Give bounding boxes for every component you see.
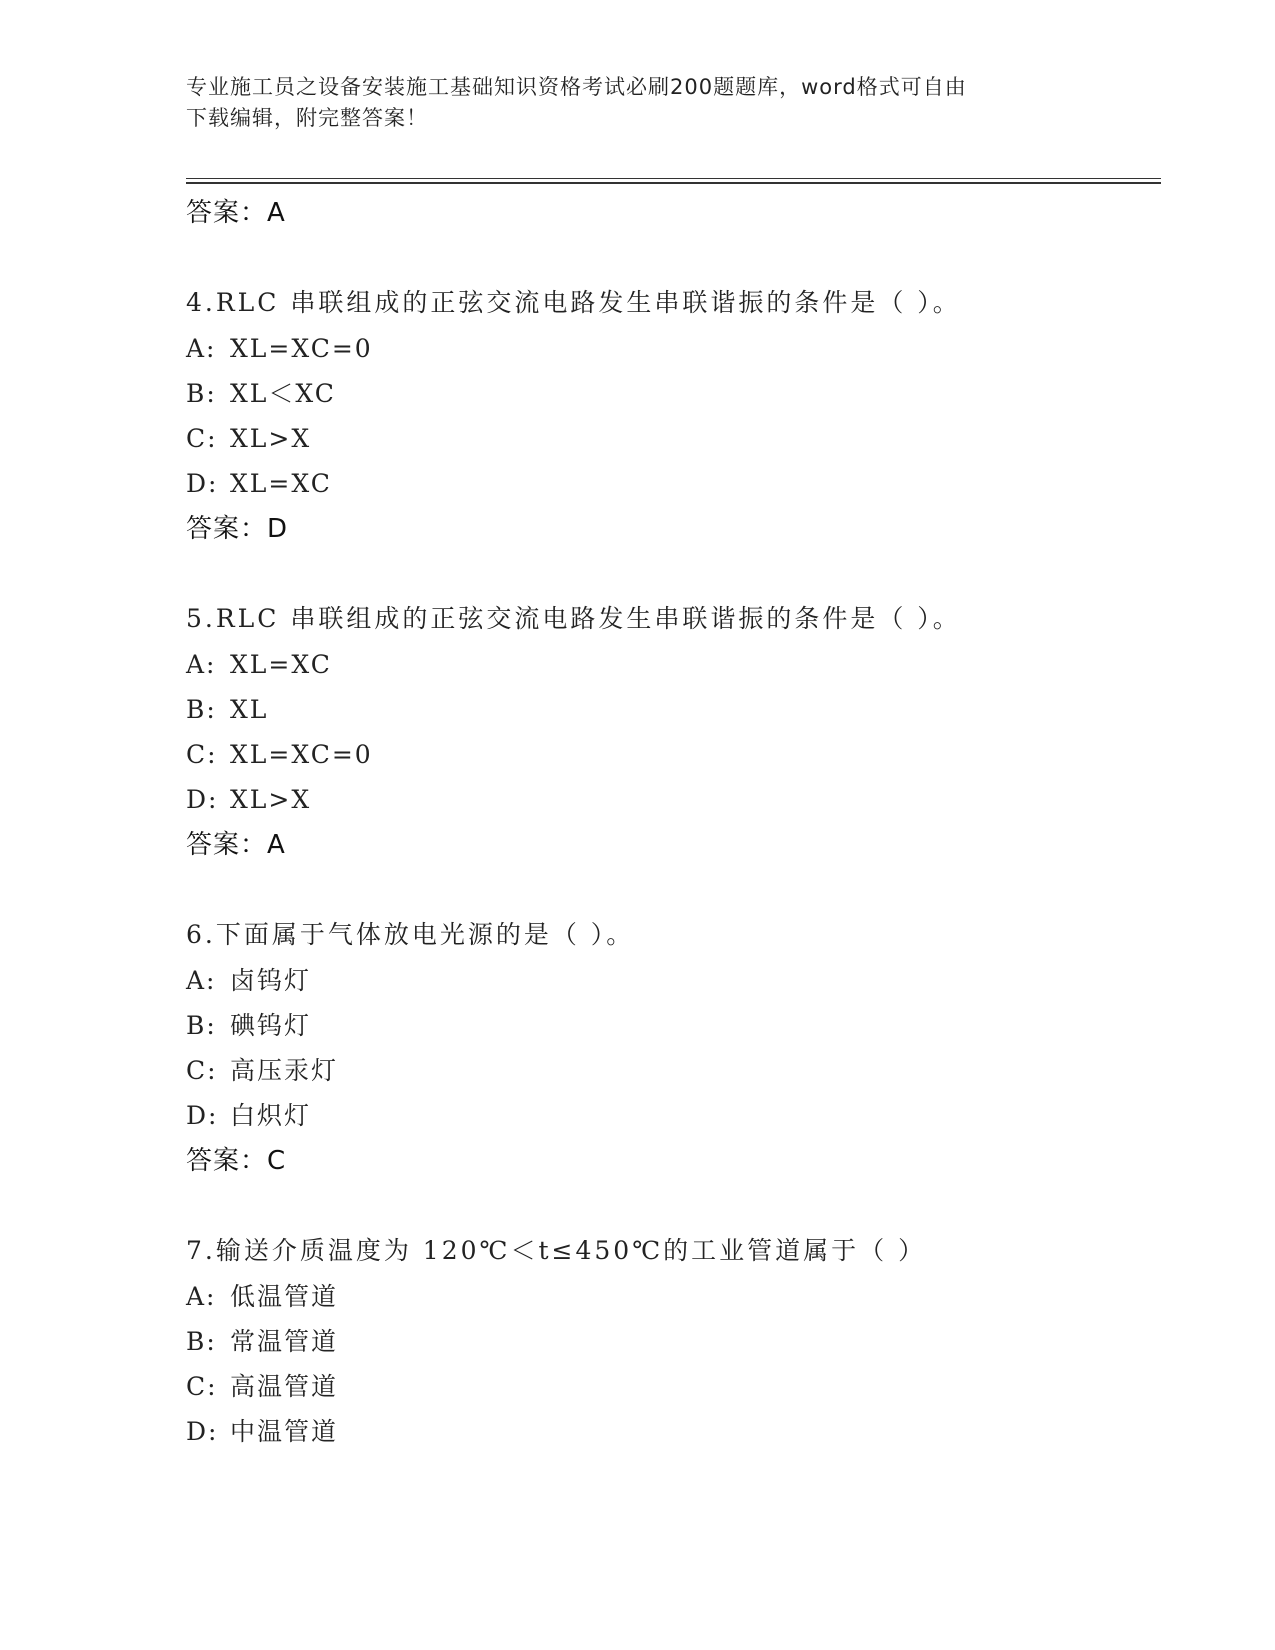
option-b	[186, 371, 1146, 416]
header-divider-thick	[186, 182, 1161, 184]
header-line-2: 下载编辑，附完整答案！	[186, 106, 428, 130]
option-a	[186, 958, 1146, 1003]
option-text: 低温管道	[230, 1282, 339, 1311]
option-key: C:	[186, 1372, 218, 1401]
option-text: XL=XC=0	[230, 334, 373, 363]
option-text: 卤钨灯	[230, 966, 312, 995]
option-a	[186, 1274, 1146, 1319]
option-text: XL>X	[230, 424, 312, 453]
option-d	[186, 1409, 1146, 1454]
option-key: B:	[186, 379, 217, 408]
option-key: A:	[186, 650, 217, 679]
option-text: 白炽灯	[230, 1101, 312, 1130]
option-d	[186, 461, 1146, 506]
option-text: XL=XC=0	[230, 740, 373, 769]
question-block	[186, 596, 1146, 868]
header-divider-thin	[186, 178, 1161, 179]
option-key: C:	[186, 1056, 218, 1085]
option-key: D:	[186, 469, 219, 498]
option-key: D:	[186, 1417, 219, 1446]
option-c	[186, 732, 1146, 777]
option-text: 常温管道	[230, 1327, 339, 1356]
option-text: XL=XC	[230, 469, 332, 498]
question-list	[186, 190, 1146, 1454]
option-key: A:	[186, 334, 217, 363]
header-line-1: 专业施工员之设备安装施工基础知识资格考试必刷200题题库，word格式可自由	[186, 75, 967, 99]
option-key: C:	[186, 740, 218, 769]
option-d	[186, 777, 1146, 822]
option-key: B:	[186, 1011, 217, 1040]
option-text: 碘钨灯	[230, 1011, 312, 1040]
question-stem: 5.RLC 串联组成的正弦交流电路发生串联谐振的条件是（ ）。	[186, 604, 961, 633]
question-answer: 答案：D	[186, 514, 289, 544]
option-d	[186, 1093, 1146, 1138]
option-key: B:	[186, 1327, 217, 1356]
question-block	[186, 1228, 1146, 1454]
option-key: A:	[186, 966, 217, 995]
option-a	[186, 326, 1146, 371]
option-key: D:	[186, 785, 219, 814]
option-key: C:	[186, 424, 218, 453]
previous-answer: 答案：A	[186, 198, 286, 228]
option-key: B:	[186, 695, 217, 724]
question-answer: 答案：A	[186, 830, 286, 860]
option-text: 高压汞灯	[230, 1056, 339, 1085]
option-b	[186, 1003, 1146, 1048]
option-key: A:	[186, 1282, 217, 1311]
option-text: XL＜XC	[230, 379, 336, 408]
question-stem: 6.下面属于气体放电光源的是（ ）。	[186, 920, 635, 949]
option-c	[186, 1364, 1146, 1409]
option-a	[186, 642, 1146, 687]
option-text: XL>X	[230, 785, 312, 814]
option-b	[186, 1319, 1146, 1364]
question-stem: 4.RLC 串联组成的正弦交流电路发生串联谐振的条件是（ ）。	[186, 288, 961, 317]
option-text: 高温管道	[230, 1372, 339, 1401]
option-c	[186, 416, 1146, 461]
document-header	[186, 72, 1076, 134]
option-b	[186, 687, 1146, 732]
question-answer: 答案：C	[186, 1146, 287, 1176]
option-c	[186, 1048, 1146, 1093]
question-block	[186, 280, 1146, 552]
option-text: XL	[230, 695, 269, 724]
question-block	[186, 912, 1146, 1184]
option-key: D:	[186, 1101, 219, 1130]
question-stem: 7.输送介质温度为 120℃＜t≤450℃的工业管道属于（ ）	[186, 1236, 927, 1265]
option-text: 中温管道	[230, 1417, 339, 1446]
option-text: XL=XC	[230, 650, 332, 679]
